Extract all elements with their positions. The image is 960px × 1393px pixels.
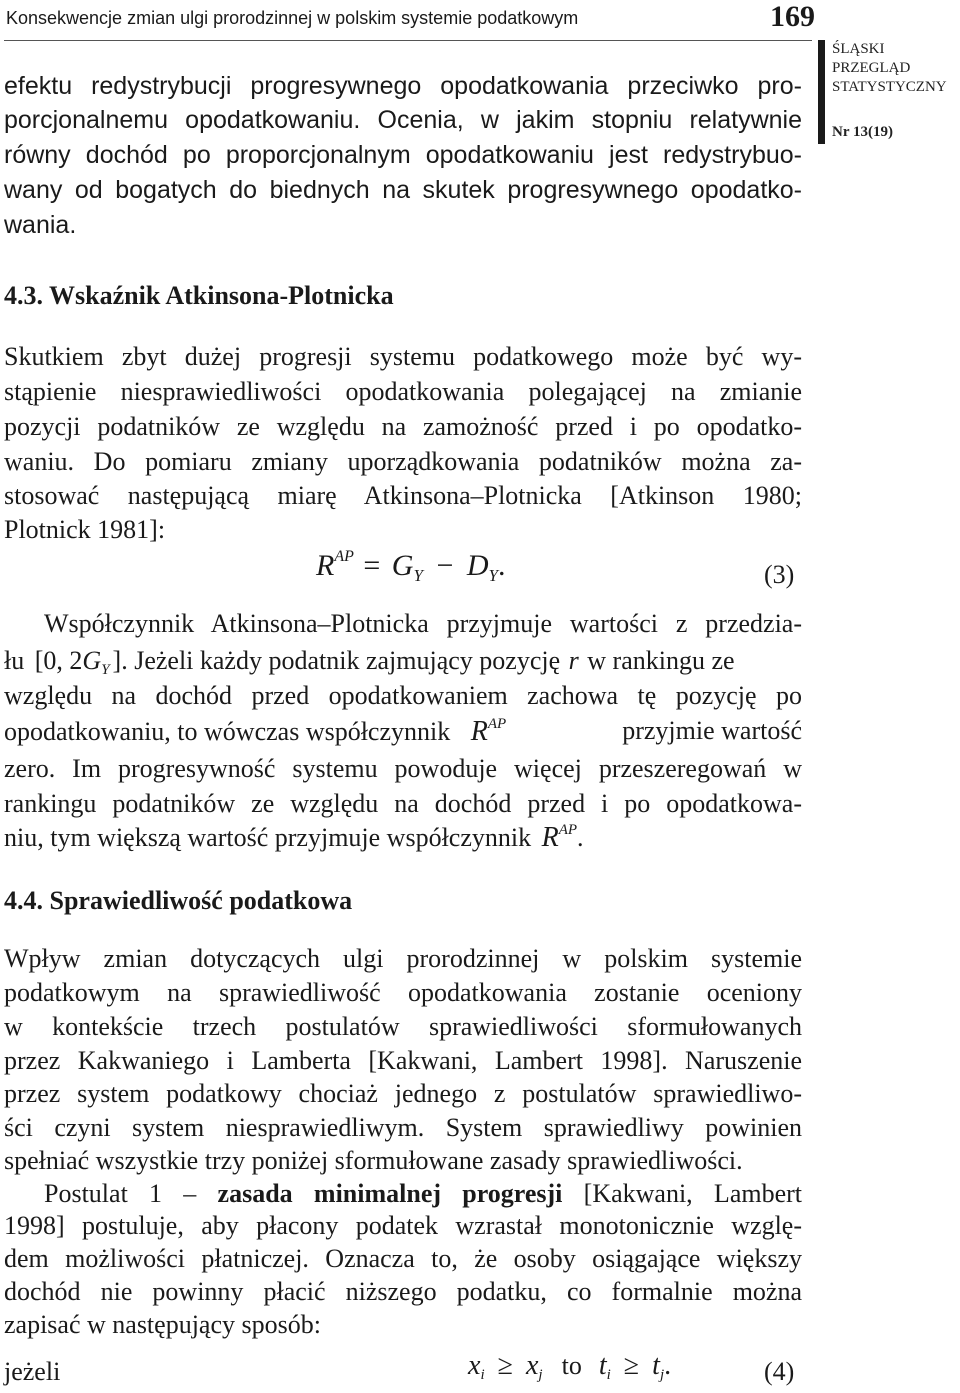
symbol-R: R bbox=[470, 716, 488, 747]
text-fragment: . bbox=[577, 823, 584, 852]
paragraph-line: 1998] postuluje, aby płacony podatek wzrastał monotonicznie wzglę- bbox=[4, 1211, 802, 1240]
intro-line: równy dochód po proporcjonalnym opodatkowaniu jest redystrybuo- bbox=[4, 141, 802, 169]
eq-equals: = bbox=[363, 549, 381, 582]
interval-close: ] bbox=[112, 646, 122, 675]
eq4-x: x bbox=[525, 1350, 539, 1381]
paragraph-line: pozycji podatników ze względu na zamożność przed i po opodatko- bbox=[4, 412, 802, 441]
paragraph-line: w kontekście trzech postulatów sprawiedliwości sformułowanych bbox=[4, 1012, 802, 1041]
paragraph-line-R bbox=[4, 822, 584, 854]
equation-4 bbox=[468, 1350, 671, 1384]
eq4-geq: ≥ bbox=[497, 1350, 513, 1381]
paragraph-line: przez Kakwaniego i Lamberta [Kakwani, Lambert 1998]. Naruszenie bbox=[4, 1046, 802, 1075]
paragraph-line: zero. Im progresywność systemu powoduje więcej przeszeregowań w bbox=[4, 754, 802, 783]
symbol-R-sup: AP bbox=[558, 822, 578, 838]
journal-name bbox=[832, 40, 947, 97]
eq-G-sub: Y bbox=[413, 566, 423, 585]
section-heading-4-4: 4.4. Sprawiedliwość podatkowa bbox=[4, 886, 353, 915]
interval-open: [0, 2 bbox=[34, 646, 83, 675]
paragraph-line: waniu. Do pomiaru zmiany uporządkowania podatników można za- bbox=[4, 447, 802, 476]
paragraph-line: rankingu podatników ze względu na dochód przed i po opodatkowa- bbox=[4, 789, 802, 818]
paragraph-line: stosować następującą miarę Atkinsona–Plotnicka [Atkinson 1980; bbox=[4, 481, 802, 510]
eq4-x-sub-j: j bbox=[538, 1367, 543, 1383]
eq-G: G bbox=[391, 549, 414, 582]
paragraph-line: Skutkiem zbyt dużej progresji systemu podatkowego może być wy- bbox=[4, 342, 802, 371]
journal-line3: STATYSTYCZNY bbox=[832, 79, 947, 95]
text-fragment: Postulat 1 – bbox=[44, 1179, 197, 1208]
journal-line2: PRZEGLĄD bbox=[832, 60, 911, 76]
journal-line1: ŚLĄSKI bbox=[832, 41, 885, 57]
intro-line: wania. bbox=[4, 211, 77, 239]
running-title: Konsekwencje zmian ulgi prorodzinnej w polskim systemie podatkowym bbox=[6, 8, 579, 28]
eq-D-sub: Y bbox=[488, 566, 498, 585]
symbol-R: R bbox=[541, 822, 559, 853]
paragraph-line: Współczynnik Atkinsona–Plotnicka przyjmuje wartości z przedzia- bbox=[44, 609, 802, 638]
paragraph-line: zapisać w następujący sposób: bbox=[4, 1310, 321, 1339]
text-fragment: łu bbox=[4, 646, 25, 675]
text-fragment: [Kakwani, Lambert bbox=[583, 1179, 803, 1208]
paragraph-line: podatkowym na sprawiedliwość opodatkowania zostanie oceniony bbox=[4, 978, 802, 1007]
intro-line: efektu redystrybucji progresywnego opodatkowania przeciwko pro- bbox=[4, 72, 802, 100]
eq4-period: . bbox=[664, 1350, 672, 1381]
eq4-geq: ≥ bbox=[623, 1350, 640, 1381]
paragraph-line: przez system podatkowy chociaż jednego z postulatów sprawiedliwo- bbox=[4, 1079, 802, 1108]
eq-R-sup: AP bbox=[334, 548, 354, 565]
text-fragment: niu, tym większą wartość przyjmuje współczynnik bbox=[4, 823, 532, 852]
paragraph-line-R bbox=[4, 716, 802, 748]
postulate-name: zasada minimalnej progresji bbox=[217, 1179, 563, 1208]
eq4-t: t bbox=[598, 1350, 607, 1381]
eq-R: R bbox=[316, 549, 335, 582]
eq-period: . bbox=[498, 549, 506, 582]
eq-minus: − bbox=[436, 549, 454, 582]
eq4-to: to bbox=[561, 1351, 582, 1380]
text-fragment: w rankingu ze bbox=[587, 646, 735, 675]
equation-4-prefix: jeżeli bbox=[4, 1357, 61, 1386]
equation-number-3: (3) bbox=[764, 560, 795, 589]
paragraph-line: Wpływ zmian dotyczących ulgi prorodzinnej w polskim systemie bbox=[4, 944, 802, 973]
header-rule bbox=[4, 40, 812, 41]
paragraph-line: ści czyni system niesprawiedliwym. System sprawiedliwy powinien bbox=[4, 1113, 802, 1142]
eq4-t-sub-j: j bbox=[659, 1367, 665, 1383]
paragraph-line: dem możliwości płatniczej. Oznacza to, że osoby osiągające większy bbox=[4, 1244, 802, 1273]
paragraph-line: względu na dochód przed opodatkowaniem zachowa tę pozycję po bbox=[4, 681, 802, 710]
equation-number-4: (4) bbox=[764, 1357, 795, 1386]
text-fragment: opodatkowaniu, to wówczas współczynnik bbox=[4, 717, 451, 746]
page-number: 169 bbox=[770, 0, 815, 33]
equation-3 bbox=[316, 548, 506, 586]
symbol-R-sup: AP bbox=[487, 716, 507, 732]
paragraph-line: spełniać wszystkie trzy poniżej sformułowane zasady sprawiedliwości. bbox=[4, 1146, 743, 1175]
intro-line: porcjonalnemu opodatkowaniu. Ocenia, w jakim stopniu relatywnie bbox=[4, 106, 802, 134]
symbol-r: r bbox=[568, 646, 579, 675]
intro-line: wany od bogatych do biednych na skutek progresywnego opodatko- bbox=[4, 176, 802, 204]
eq4-x-sub-i: i bbox=[480, 1367, 485, 1383]
paragraph-line-interval bbox=[4, 646, 735, 679]
eq4-t: t bbox=[652, 1350, 660, 1381]
postulate-line bbox=[44, 1179, 802, 1209]
eq4-t-sub-i: i bbox=[606, 1367, 611, 1383]
paragraph-line: dochód nie powinny płacić niższego podatku, co formalnie można bbox=[4, 1277, 802, 1306]
section-heading-4-3: 4.3. Wskaźnik Atkinsona-Plotnicka bbox=[4, 281, 394, 310]
text-fragment: przyjmie wartość bbox=[622, 716, 802, 745]
eq4-x: x bbox=[468, 1350, 481, 1381]
text-fragment: . Jeżeli każdy podatnik zajmujący pozycję bbox=[121, 646, 561, 675]
eq-D: D bbox=[466, 549, 489, 582]
journal-bar bbox=[818, 40, 825, 144]
journal-issue: Nr 13(19) bbox=[832, 124, 893, 140]
interval-G-sub: Y bbox=[101, 662, 110, 678]
paragraph-line: stąpienie niesprawiedliwości opodatkowania polegającej na zmianie bbox=[4, 377, 802, 406]
paragraph-line: Plotnick 1981]: bbox=[4, 515, 166, 544]
interval-G: G bbox=[82, 646, 102, 675]
